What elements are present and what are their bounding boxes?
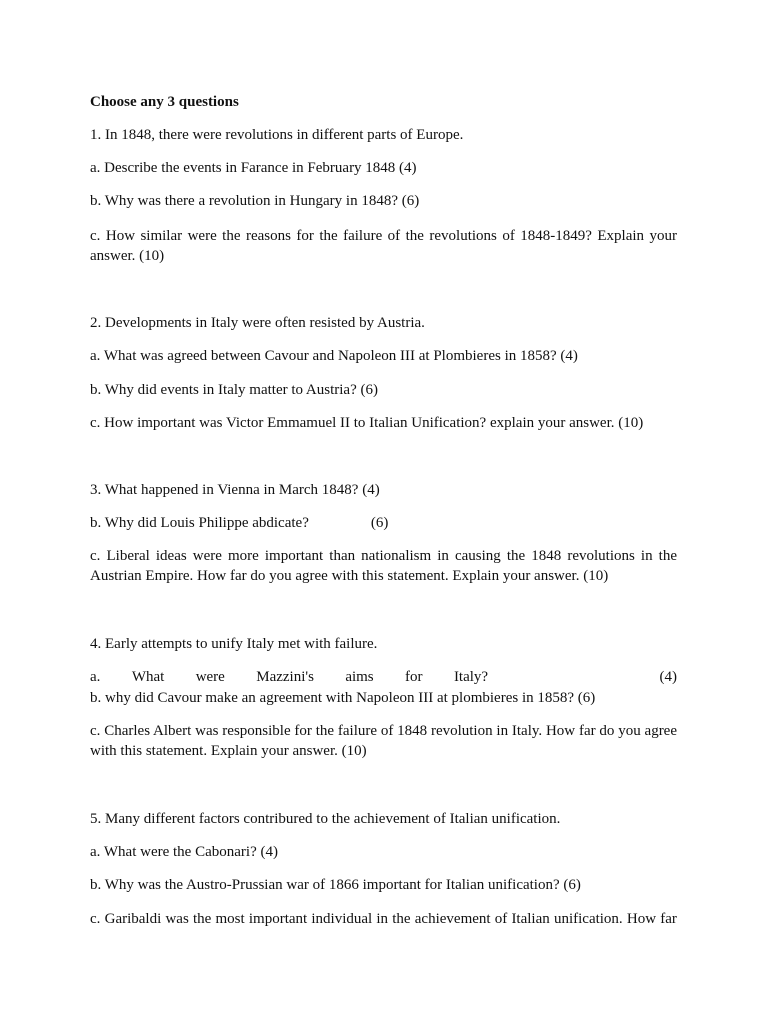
q4a-word: for xyxy=(405,669,423,685)
q4a-word: What xyxy=(131,669,165,685)
question-1-stem: 1. In 1848, there were revolutions in different parts of Europe. xyxy=(90,127,464,143)
question-1a: a. Describe the events in Farance in February 1848 (4) xyxy=(90,160,417,176)
q5c-word: far xyxy=(660,911,677,927)
question-5a: a. What were the Cabonari? (4) xyxy=(90,844,278,860)
question-5-stem: 5. Many different factors contribured to the achievement of Italian unification. xyxy=(90,811,561,827)
question-3b xyxy=(90,513,677,533)
q4a-word: Italy? xyxy=(453,669,489,685)
q5c-word: most xyxy=(215,911,245,927)
question-2a: a. What was agreed between Cavour and Napoleon III at Plombieres in 1858? (4) xyxy=(90,348,578,364)
q5c-word: in xyxy=(376,911,389,927)
q4a-word: Mazzini's xyxy=(256,669,314,685)
q5c-word: How xyxy=(626,911,657,927)
q5c-word: unification. xyxy=(553,911,623,927)
q5c-word: Italian xyxy=(511,911,550,927)
q5c-word: the xyxy=(192,911,212,927)
instructions-heading: Choose any 3 questions xyxy=(90,94,239,110)
question-3b-text: b. Why did Louis Philippe abdicate? xyxy=(90,515,309,531)
q5c-word: the xyxy=(392,911,411,927)
q4a-word: aims xyxy=(345,669,374,685)
question-5b: b. Why was the Austro-Prussian war of 1866 important for Italian unification? (6) xyxy=(90,877,581,893)
q5c-word: of xyxy=(494,911,508,927)
question-2-stem: 2. Developments in Italy were often resisted by Austria. xyxy=(90,315,425,331)
q5c-word: important xyxy=(248,911,308,927)
q4a-word: were xyxy=(195,669,225,685)
question-3-stem: 3. What happened in Vienna in March 1848? (4) xyxy=(90,482,380,498)
q5c-word: c. xyxy=(90,911,101,927)
question-3b-marks: (6) xyxy=(370,515,389,531)
question-2b: b. Why did events in Italy matter to Austria? (6) xyxy=(90,382,378,398)
question-4b: b. why did Cavour make an agreement with Napoleon III at plombieres in 1858? (6) xyxy=(90,690,596,706)
question-1c: c. How similar were the reasons for the failure of the revolutions of 1848-1849? Explain your answer. (10) xyxy=(90,228,677,264)
q5c-word: Garibaldi xyxy=(104,911,162,927)
question-4-stem: 4. Early attempts to unify Italy met with failure. xyxy=(90,636,378,652)
q4a-word: a. xyxy=(90,669,101,685)
question-2c: c. How important was Victor Emmamuel II to Italian Unification? explain your answer. (10) xyxy=(90,415,644,431)
question-4c: c. Charles Albert was responsible for the failure of 1848 revolution in Italy. How far do you agree with this statement. Explain your answer. (10) xyxy=(90,723,677,759)
question-1b: b. Why was there a revolution in Hungary in 1848? (6) xyxy=(90,193,420,209)
q5c-word: achievement xyxy=(414,911,491,927)
q5c-word: individual xyxy=(311,911,373,927)
question-3c: c. Liberal ideas were more important than nationalism in causing the 1848 revolutions in the Austrian Empire. How far do you agree with this statement. Explain your answer. (10) xyxy=(90,548,677,584)
question-5c xyxy=(90,909,677,929)
q4a-marks: (4) xyxy=(659,669,677,685)
question-4a xyxy=(90,667,677,687)
q5c-word: was xyxy=(165,911,189,927)
